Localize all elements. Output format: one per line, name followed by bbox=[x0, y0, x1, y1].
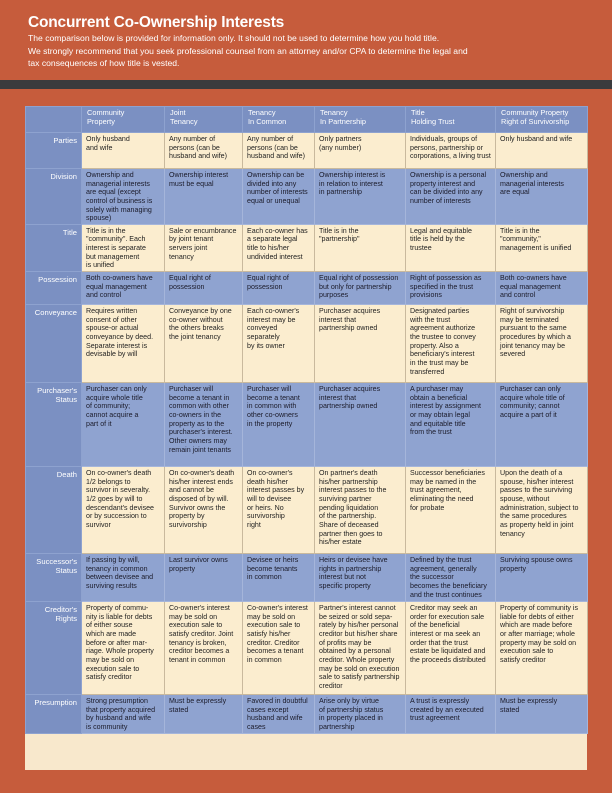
table-cell: Requires written consent of other spouse-or actual conveyance by deed. Separate interest is devisable by will bbox=[82, 305, 165, 383]
table-row bbox=[26, 467, 588, 554]
table-cell: Purchaser acquires interest that partnership owned bbox=[315, 383, 406, 467]
table-cell: On co-owner's death 1/2 belongs to survivor in severalty. 1/2 goes by will to descendant's devisee or by succession to survivor bbox=[82, 467, 165, 554]
table-cell: Purchaser acquires interest that partnership owned bbox=[315, 305, 406, 383]
table-cell: Title is in the "community". Each interest is separate but management is unified bbox=[82, 224, 165, 271]
comparison-table-container bbox=[25, 106, 587, 770]
table-cell: Only husband and wife bbox=[82, 133, 165, 169]
table-cell: Last survivor owns property bbox=[165, 554, 243, 602]
table-cell: Right of possession as specified in the trust provisions bbox=[406, 272, 496, 305]
table-cell: Equal right of possession bbox=[165, 272, 243, 305]
table-cell: Purchaser can only acquire whole title of community; cannot acquire a part of it bbox=[82, 383, 165, 467]
table-cell: Any number of persons (can be husband and wife) bbox=[243, 133, 315, 169]
table-cell: Sale or encumbrance by joint tenant servers joint tenancy bbox=[165, 224, 243, 271]
comparison-table bbox=[25, 106, 588, 734]
table-cell: Must be expressly stated bbox=[165, 695, 243, 734]
table-cell: Equal right of possession bbox=[243, 272, 315, 305]
table-cell: Successor beneficiaries may be named in the trust agreement, eliminating the need for probate bbox=[406, 467, 496, 554]
table-row bbox=[26, 133, 588, 169]
table-cell: Partner's interest cannot be seized or sold sepa- rately by his/her personal creditor but his/her share of profits may be obtained by a personal creditor. Whole property may be sold on execution sale to satisfy partnership creditor bbox=[315, 602, 406, 695]
table-cell: A trust is expressly created by an executed trust agreement bbox=[406, 695, 496, 734]
table-cell: Only husband and wife bbox=[496, 133, 588, 169]
table-row bbox=[26, 554, 588, 602]
row-label: Possession bbox=[26, 272, 82, 305]
row-label: Division bbox=[26, 169, 82, 225]
column-header: Title Holding Trust bbox=[406, 107, 496, 133]
row-label: Title bbox=[26, 224, 82, 271]
table-cell: Title is in the "partnership" bbox=[315, 224, 406, 271]
table-cell: Creditor may seek an order for execution sale of the beneficial interest or ma seek an order that the trust estate be liquidated and the proceeds distributed bbox=[406, 602, 496, 695]
row-label: Parties bbox=[26, 133, 82, 169]
table-row bbox=[26, 272, 588, 305]
header-divider-bar bbox=[0, 80, 612, 89]
table-cell: Designated parties with the trust agreement authorize the trustee to convey property. Also a beneficiary's interest in the trust may be transferred bbox=[406, 305, 496, 383]
table-cell: Ownership is a personal property interest and can be divided into any number of interests bbox=[406, 169, 496, 225]
table-cell: Legal and equitable title is held by the trustee bbox=[406, 224, 496, 271]
table-cell: Individuals, groups of persons, partnership or corporations, a living trust bbox=[406, 133, 496, 169]
table-cell: On co-owner's death his/her interest passes by will to devisee or heirs. No survivorship right bbox=[243, 467, 315, 554]
table-cell: Only partners (any number) bbox=[315, 133, 406, 169]
table-cell: Both co-owners have equal management and control bbox=[82, 272, 165, 305]
table-cell: Each co-owner's interest may be conveyed separately by its owner bbox=[243, 305, 315, 383]
table-cell: Ownership interest must be equal bbox=[165, 169, 243, 225]
table-cell: Purchaser can only acquire whole title of community; cannot acquire a part of it bbox=[496, 383, 588, 467]
intro-line-2: We strongly recommend that you seek professional counsel from an attorney and/or CPA to determine the legal and bbox=[28, 46, 468, 56]
table-cell: Each co-owner has a separate legal title to his/her undivided interest bbox=[243, 224, 315, 271]
table-cell: Favored in doubtful cases except husband and wife cases bbox=[243, 695, 315, 734]
table-cell: A purchaser may obtain a beneficial interest by assignment or may obtain legal and equitable title from the trust bbox=[406, 383, 496, 467]
table-cell: Ownership interest is in relation to interest in partnership bbox=[315, 169, 406, 225]
table-cell: Strong presumption that property acquired by husband and wife is community bbox=[82, 695, 165, 734]
table-cell: Ownership can be divided into any number of interests equal or unequal bbox=[243, 169, 315, 225]
table-cell: Both co-owners have equal management and control bbox=[496, 272, 588, 305]
column-header: Community Property bbox=[82, 107, 165, 133]
table-row bbox=[26, 383, 588, 467]
row-label: Successor's Status bbox=[26, 554, 82, 602]
corner-cell bbox=[26, 107, 82, 133]
table-cell: Purchaser will become a tenant in common with other co-owners in the property bbox=[243, 383, 315, 467]
table-cell: Equal right of possession but only for partnership purposes bbox=[315, 272, 406, 305]
column-header-row bbox=[26, 107, 588, 133]
row-label: Purchaser's Status bbox=[26, 383, 82, 467]
table-cell: Arise only by virtue of partnership status in property placed in partnership bbox=[315, 695, 406, 734]
table-cell: Ownership and managerial interests are equal bbox=[496, 169, 588, 225]
table-cell: Ownership and managerial interests are equal (except control of business is solely with managing spouse) bbox=[82, 169, 165, 225]
table-cell: Co-owner's interest may be sold on execution sale to satisfy his/her creditor. Creditor becomes a tenant in common bbox=[243, 602, 315, 695]
table-cell: Purchaser will become a tenant in common with other co-owners in the property as to the purchaser's interest. Other owners may remain joint tenants bbox=[165, 383, 243, 467]
table-cell: Surviving spouse owns property bbox=[496, 554, 588, 602]
table-cell: On co-owner's death his/her interest ends and cannot be disposed of by will. Survivor owns the property by survivorship bbox=[165, 467, 243, 554]
table-row bbox=[26, 602, 588, 695]
table-row bbox=[26, 224, 588, 271]
column-header: Tenancy In Common bbox=[243, 107, 315, 133]
row-label: Death bbox=[26, 467, 82, 554]
column-header: Community Property Right of Survivorship bbox=[496, 107, 588, 133]
row-label: Presumption bbox=[26, 695, 82, 734]
table-cell: Devisee or heirs become tenants in common bbox=[243, 554, 315, 602]
table-cell: Property of commu- nity is liable for debts of either souse which are made before or after mar- riage. Whole property may be sold on execution sale to satisfy creditor bbox=[82, 602, 165, 695]
intro-line-1: The comparison below is provided for information only. It should not be used to determine how you hold title. bbox=[28, 33, 440, 43]
table-cell: Title is in the "community," management is unified bbox=[496, 224, 588, 271]
column-header: Joint Tenancy bbox=[165, 107, 243, 133]
table-cell: Heirs or devisee have rights in partnership interest but not specific property bbox=[315, 554, 406, 602]
table-row bbox=[26, 305, 588, 383]
page-header bbox=[0, 0, 612, 80]
intro-line-3: tax consequences of how title is vested. bbox=[28, 58, 180, 68]
row-label: Conveyance bbox=[26, 305, 82, 383]
table-cell: Right of survivorship may be terminated pursuant to the same procedures by which a joint tenancy may be severed bbox=[496, 305, 588, 383]
page-title: Concurrent Co-Ownership Interests bbox=[28, 14, 285, 31]
table-cell: Defined by the trust agreement, generally the successor becomes the beneficiary and the trust continues bbox=[406, 554, 496, 602]
table-row bbox=[26, 695, 588, 734]
column-header: Tenancy In Partnership bbox=[315, 107, 406, 133]
table-cell: On partner's death his/her partnership interest passes to the surviving partner pending liquidation of the partnership. Share of deceased partner then goes to his/her estate bbox=[315, 467, 406, 554]
table-cell: Property of community is liable for debts of either which are made before or after marriage; whole property may be sold on execution sale to satisfy creditor bbox=[496, 602, 588, 695]
table-cell: Must be expressly stated bbox=[496, 695, 588, 734]
table-cell: Conveyance by one co-owner without the others breaks the joint tenancy bbox=[165, 305, 243, 383]
table-cell: Any number of persons (can be husband and wife) bbox=[165, 133, 243, 169]
table-row bbox=[26, 169, 588, 225]
table-cell: Co-owner's interest may be sold on execution sale to satisfy creditor. Joint tenancy is broken, creditor becomes a tenant in common bbox=[165, 602, 243, 695]
table-cell: If passing by will, tenancy in common between devisee and surviving results bbox=[82, 554, 165, 602]
table-cell: Upon the death of a spouse, his/her interest passes to the surviving spouse, without administration, subject to the same procedures as property held in joint tenancy bbox=[496, 467, 588, 554]
row-label: Creditor's Rights bbox=[26, 602, 82, 695]
